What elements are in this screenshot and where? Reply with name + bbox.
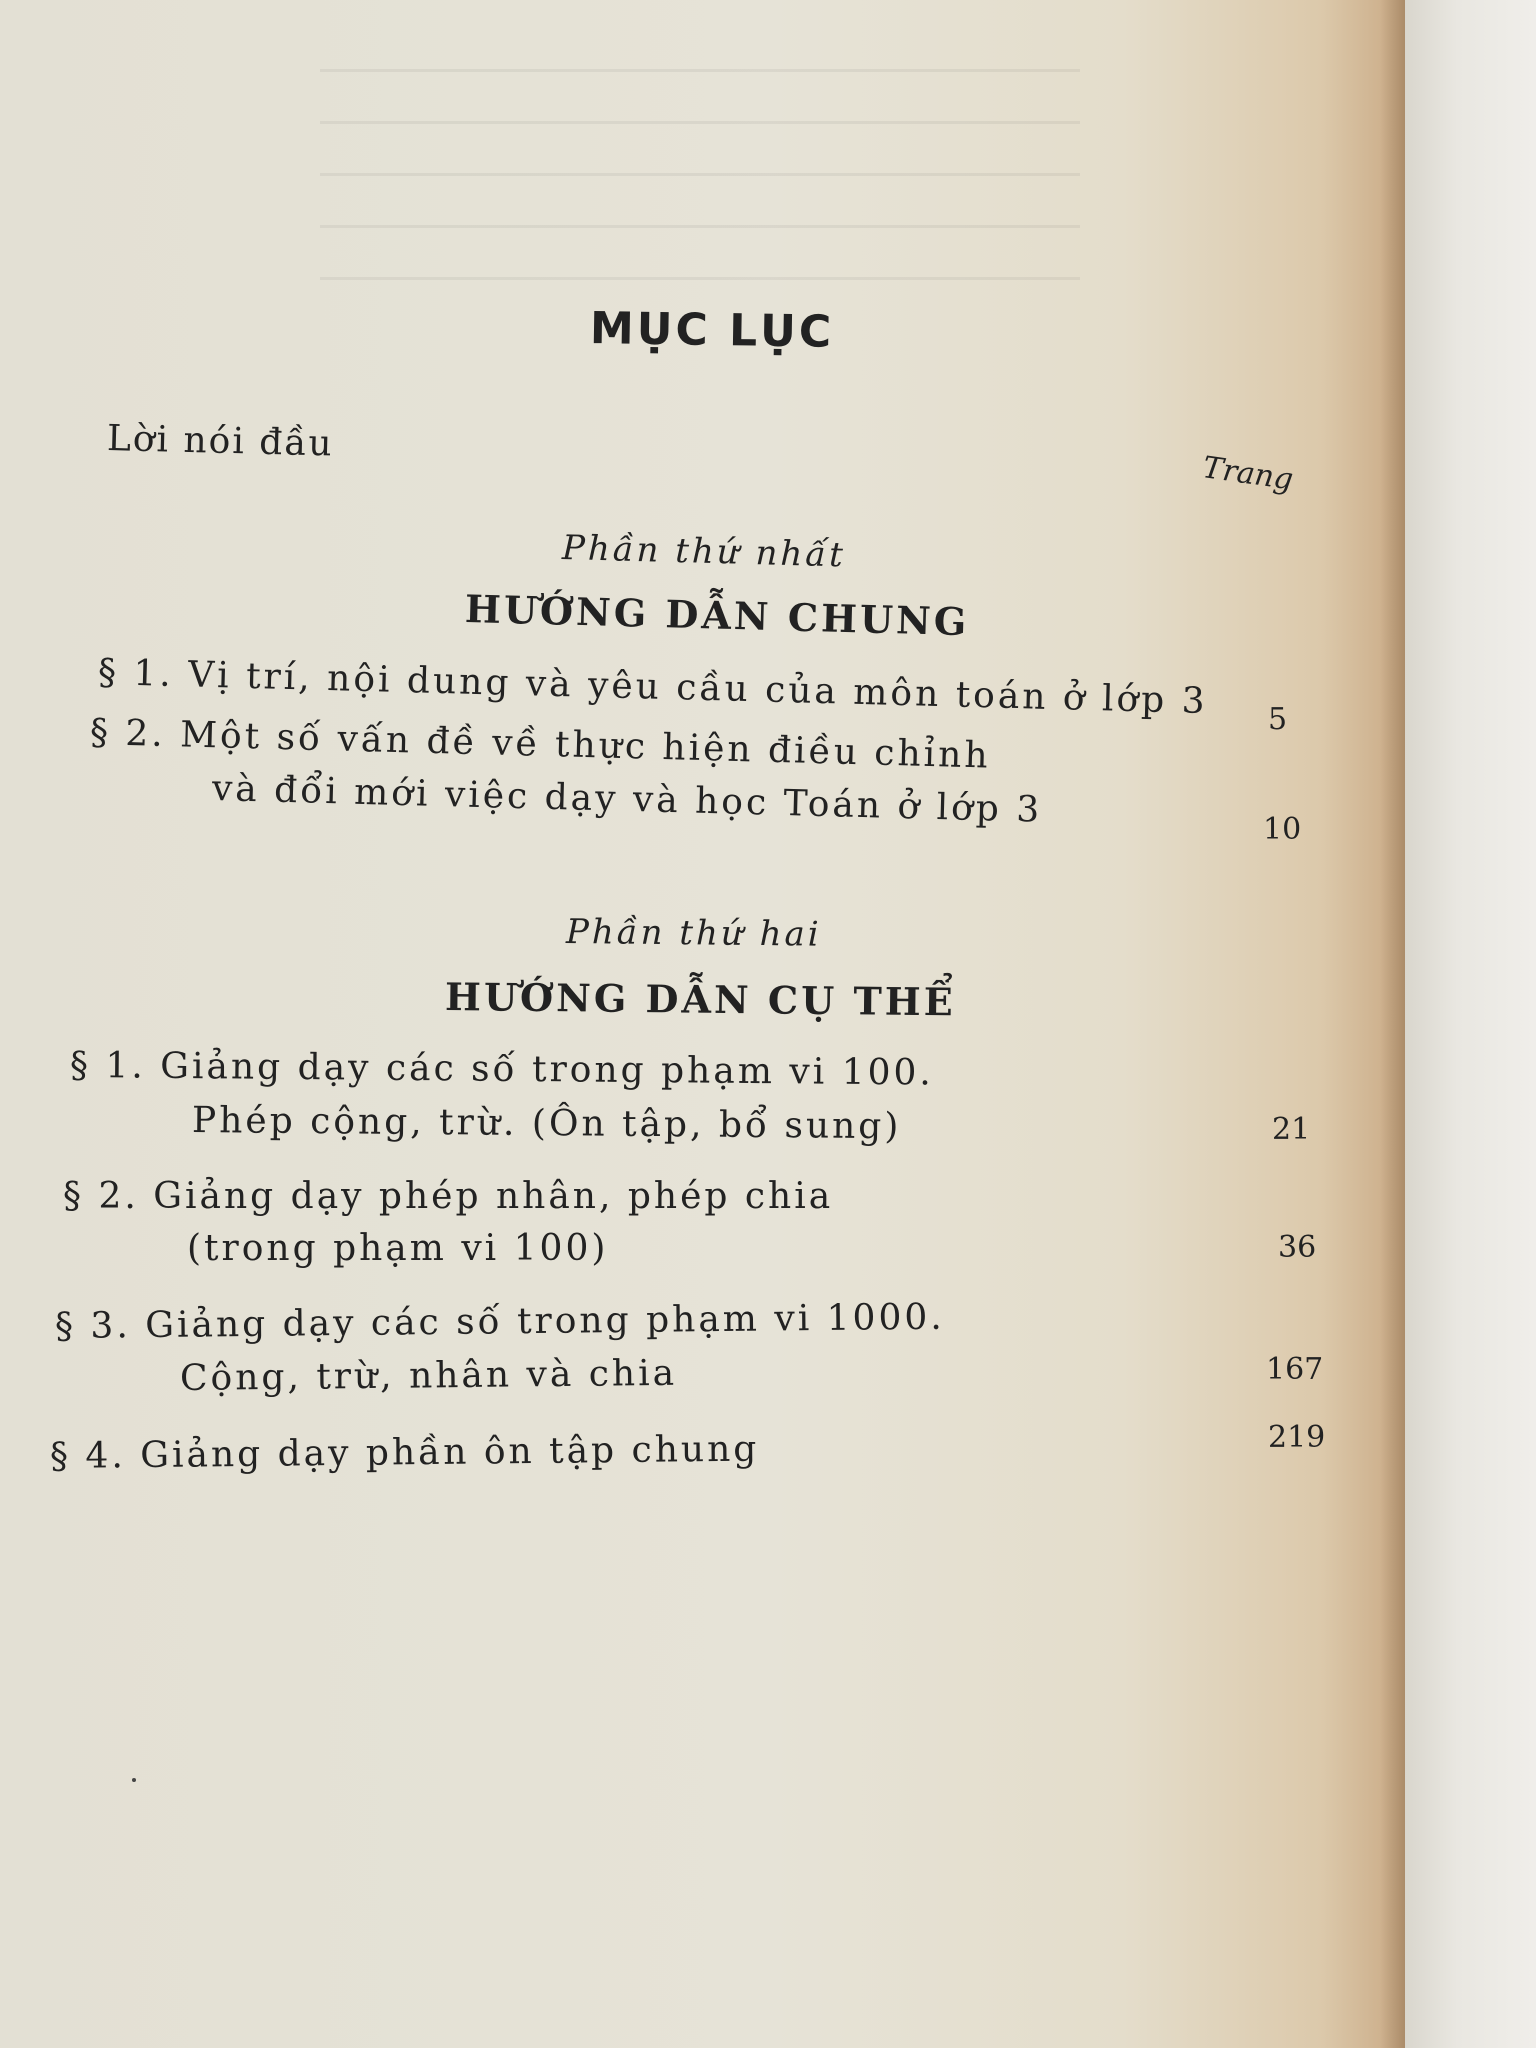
part1-entry2-page: 10 xyxy=(1263,812,1302,847)
part2-entry4-page: 219 xyxy=(1268,1420,1326,1455)
bleed-through-text xyxy=(320,60,1080,280)
part2-entry2-page: 36 xyxy=(1278,1230,1317,1265)
part2-entry2-line2: (trong phạm vi 100) xyxy=(187,1228,609,1269)
part1-label: Phần thứ nhất xyxy=(561,528,847,576)
part1-entry1-line1: § 1. Vị trí, nội dung và yêu cầu của môn toán ở lớp 3 xyxy=(97,652,1209,723)
adjacent-page-edge xyxy=(1405,0,1536,2048)
part2-entry3-page: 167 xyxy=(1266,1352,1324,1387)
part2-entry3-line1: § 3. Giảng dạy các số trong phạm vi 1000. xyxy=(54,1296,945,1347)
part2-entry3-line2: Cộng, trừ, nhân và chia xyxy=(179,1352,678,1399)
part1-entry1-page: 5 xyxy=(1268,702,1288,737)
part2-label: Phần thứ hai xyxy=(565,912,822,955)
part1-title: HƯỚNG DẪN CHUNG xyxy=(464,586,970,645)
part2-entry1-line2: Phép cộng, trừ. (Ôn tập, bổ sung) xyxy=(191,1100,902,1148)
page-column-header: Trang xyxy=(1200,450,1296,498)
part1-entry2-line1: § 2. Một số vấn đề về thực hiện điều chỉnh xyxy=(89,712,992,777)
part2-entry2-line1: § 2. Giảng dạy phép nhân, phép chia xyxy=(63,1176,834,1217)
part2-entry4-line1: § 4. Giảng dạy phần ôn tập chung xyxy=(49,1428,760,1477)
part2-title: HƯỚNG DẪN CỤ THỂ xyxy=(444,974,956,1025)
paper-speck xyxy=(132,1778,136,1782)
toc-title: MỤC LỤC xyxy=(589,303,835,358)
part2-entry1-line1: § 1. Giảng dạy các số trong phạm vi 100. xyxy=(69,1045,935,1094)
preface-entry: Lời nói đầu xyxy=(106,418,335,465)
part2-entry1-page: 21 xyxy=(1272,1112,1311,1147)
part1-entry2-line2: và đổi mới việc dạy và học Toán ở lớp 3 xyxy=(211,768,1043,831)
